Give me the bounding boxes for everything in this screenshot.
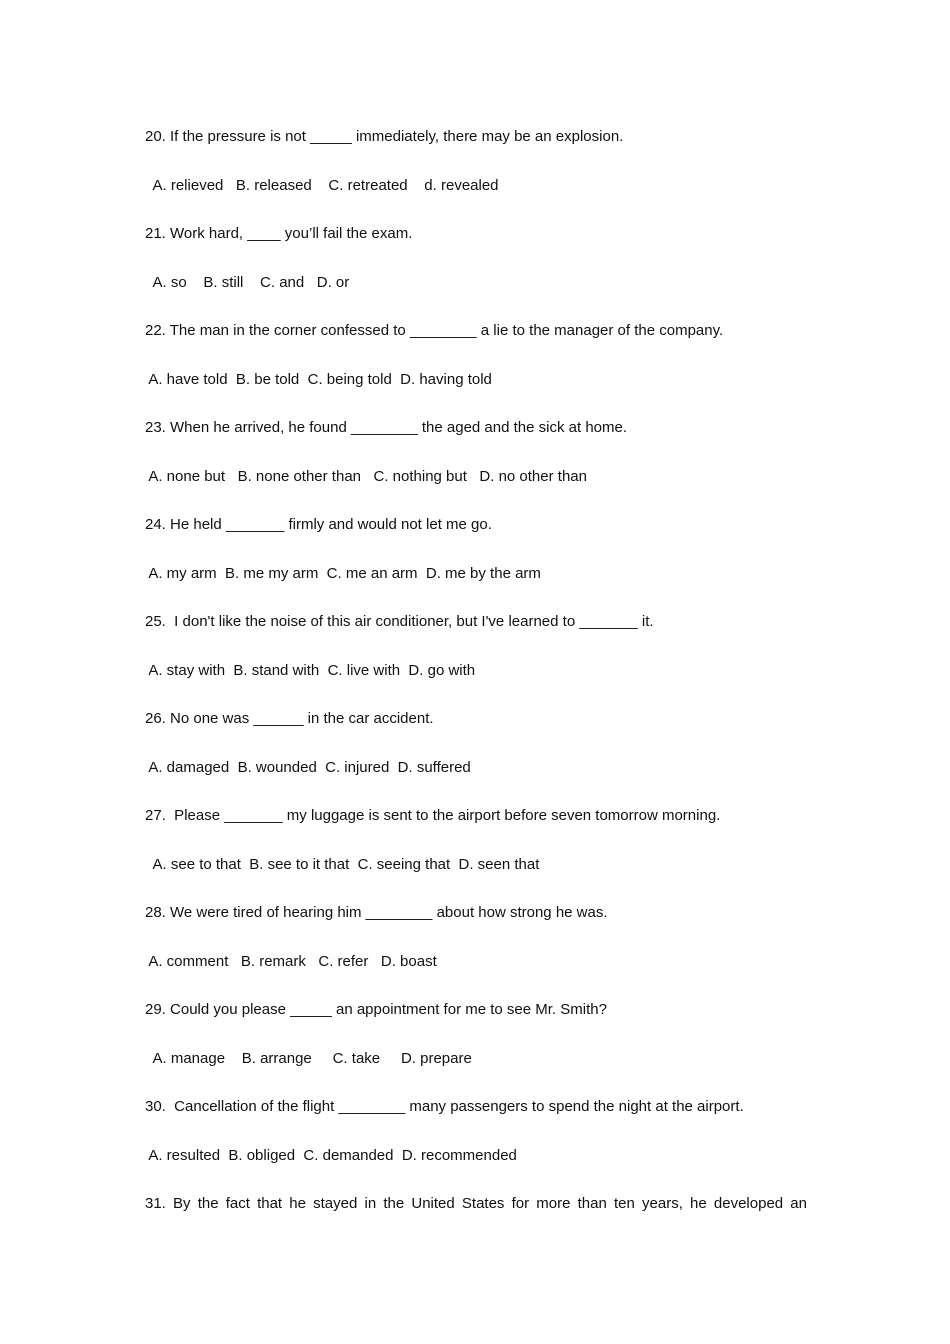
question-23-stem: 23. When he arrived, he found ________ the aged and the sick at home. — [145, 419, 628, 436]
question-27-options: A. see to that B. see to it that C. seeing that D. seen that — [145, 855, 540, 873]
question-31-stem: 31. By the fact that he stayed in the United States for more than ten years, he developed an — [145, 1195, 807, 1212]
question-25-options: A. stay with B. stand with C. live with D. go with — [145, 661, 476, 679]
question-26-options: A. damaged B. wounded C. injured D. suffered — [145, 758, 471, 776]
question-24-options: A. my arm B. me my arm C. me an arm D. me by the arm — [145, 564, 541, 582]
question-20-options: A. relieved B. released C. retreated d. revealed — [145, 176, 499, 194]
question-22-options: A. have told B. be told C. being told D. having told — [145, 370, 492, 388]
question-21-options: A. so B. still C. and D. or — [145, 273, 350, 291]
question-23-options: A. none but B. none other than C. nothing but D. no other than — [145, 467, 587, 485]
question-28-options: A. comment B. remark C. refer D. boast — [145, 952, 437, 970]
question-27-stem: 27. Please _______ my luggage is sent to the airport before seven tomorrow morning. — [145, 807, 721, 824]
question-25-stem: 25. I don't like the noise of this air conditioner, but I've learned to _______ it. — [145, 613, 654, 630]
question-20-stem: 20. If the pressure is not _____ immediately, there may be an explosion. — [145, 128, 624, 145]
question-30-stem: 30. Cancellation of the flight ________ many passengers to spend the night at the airport. — [145, 1098, 744, 1115]
question-29-options: A. manage B. arrange C. take D. prepare — [145, 1049, 472, 1067]
question-30-options: A. resulted B. obliged C. demanded D. recommended — [145, 1146, 517, 1164]
question-list — [145, 126, 807, 1242]
question-29-stem: 29. Could you please _____ an appointment for me to see Mr. Smith? — [145, 1001, 607, 1018]
question-28-stem: 28. We were tired of hearing him ________ about how strong he was. — [145, 904, 608, 921]
question-24-stem: 24. He held _______ firmly and would not let me go. — [145, 516, 492, 533]
question-21-stem: 21. Work hard, ____ you’ll fail the exam. — [145, 225, 413, 242]
question-26-stem: 26. No one was ______ in the car accident. — [145, 710, 434, 727]
question-22-stem: 22. The man in the corner confessed to ________ a lie to the manager of the company. — [145, 322, 724, 339]
